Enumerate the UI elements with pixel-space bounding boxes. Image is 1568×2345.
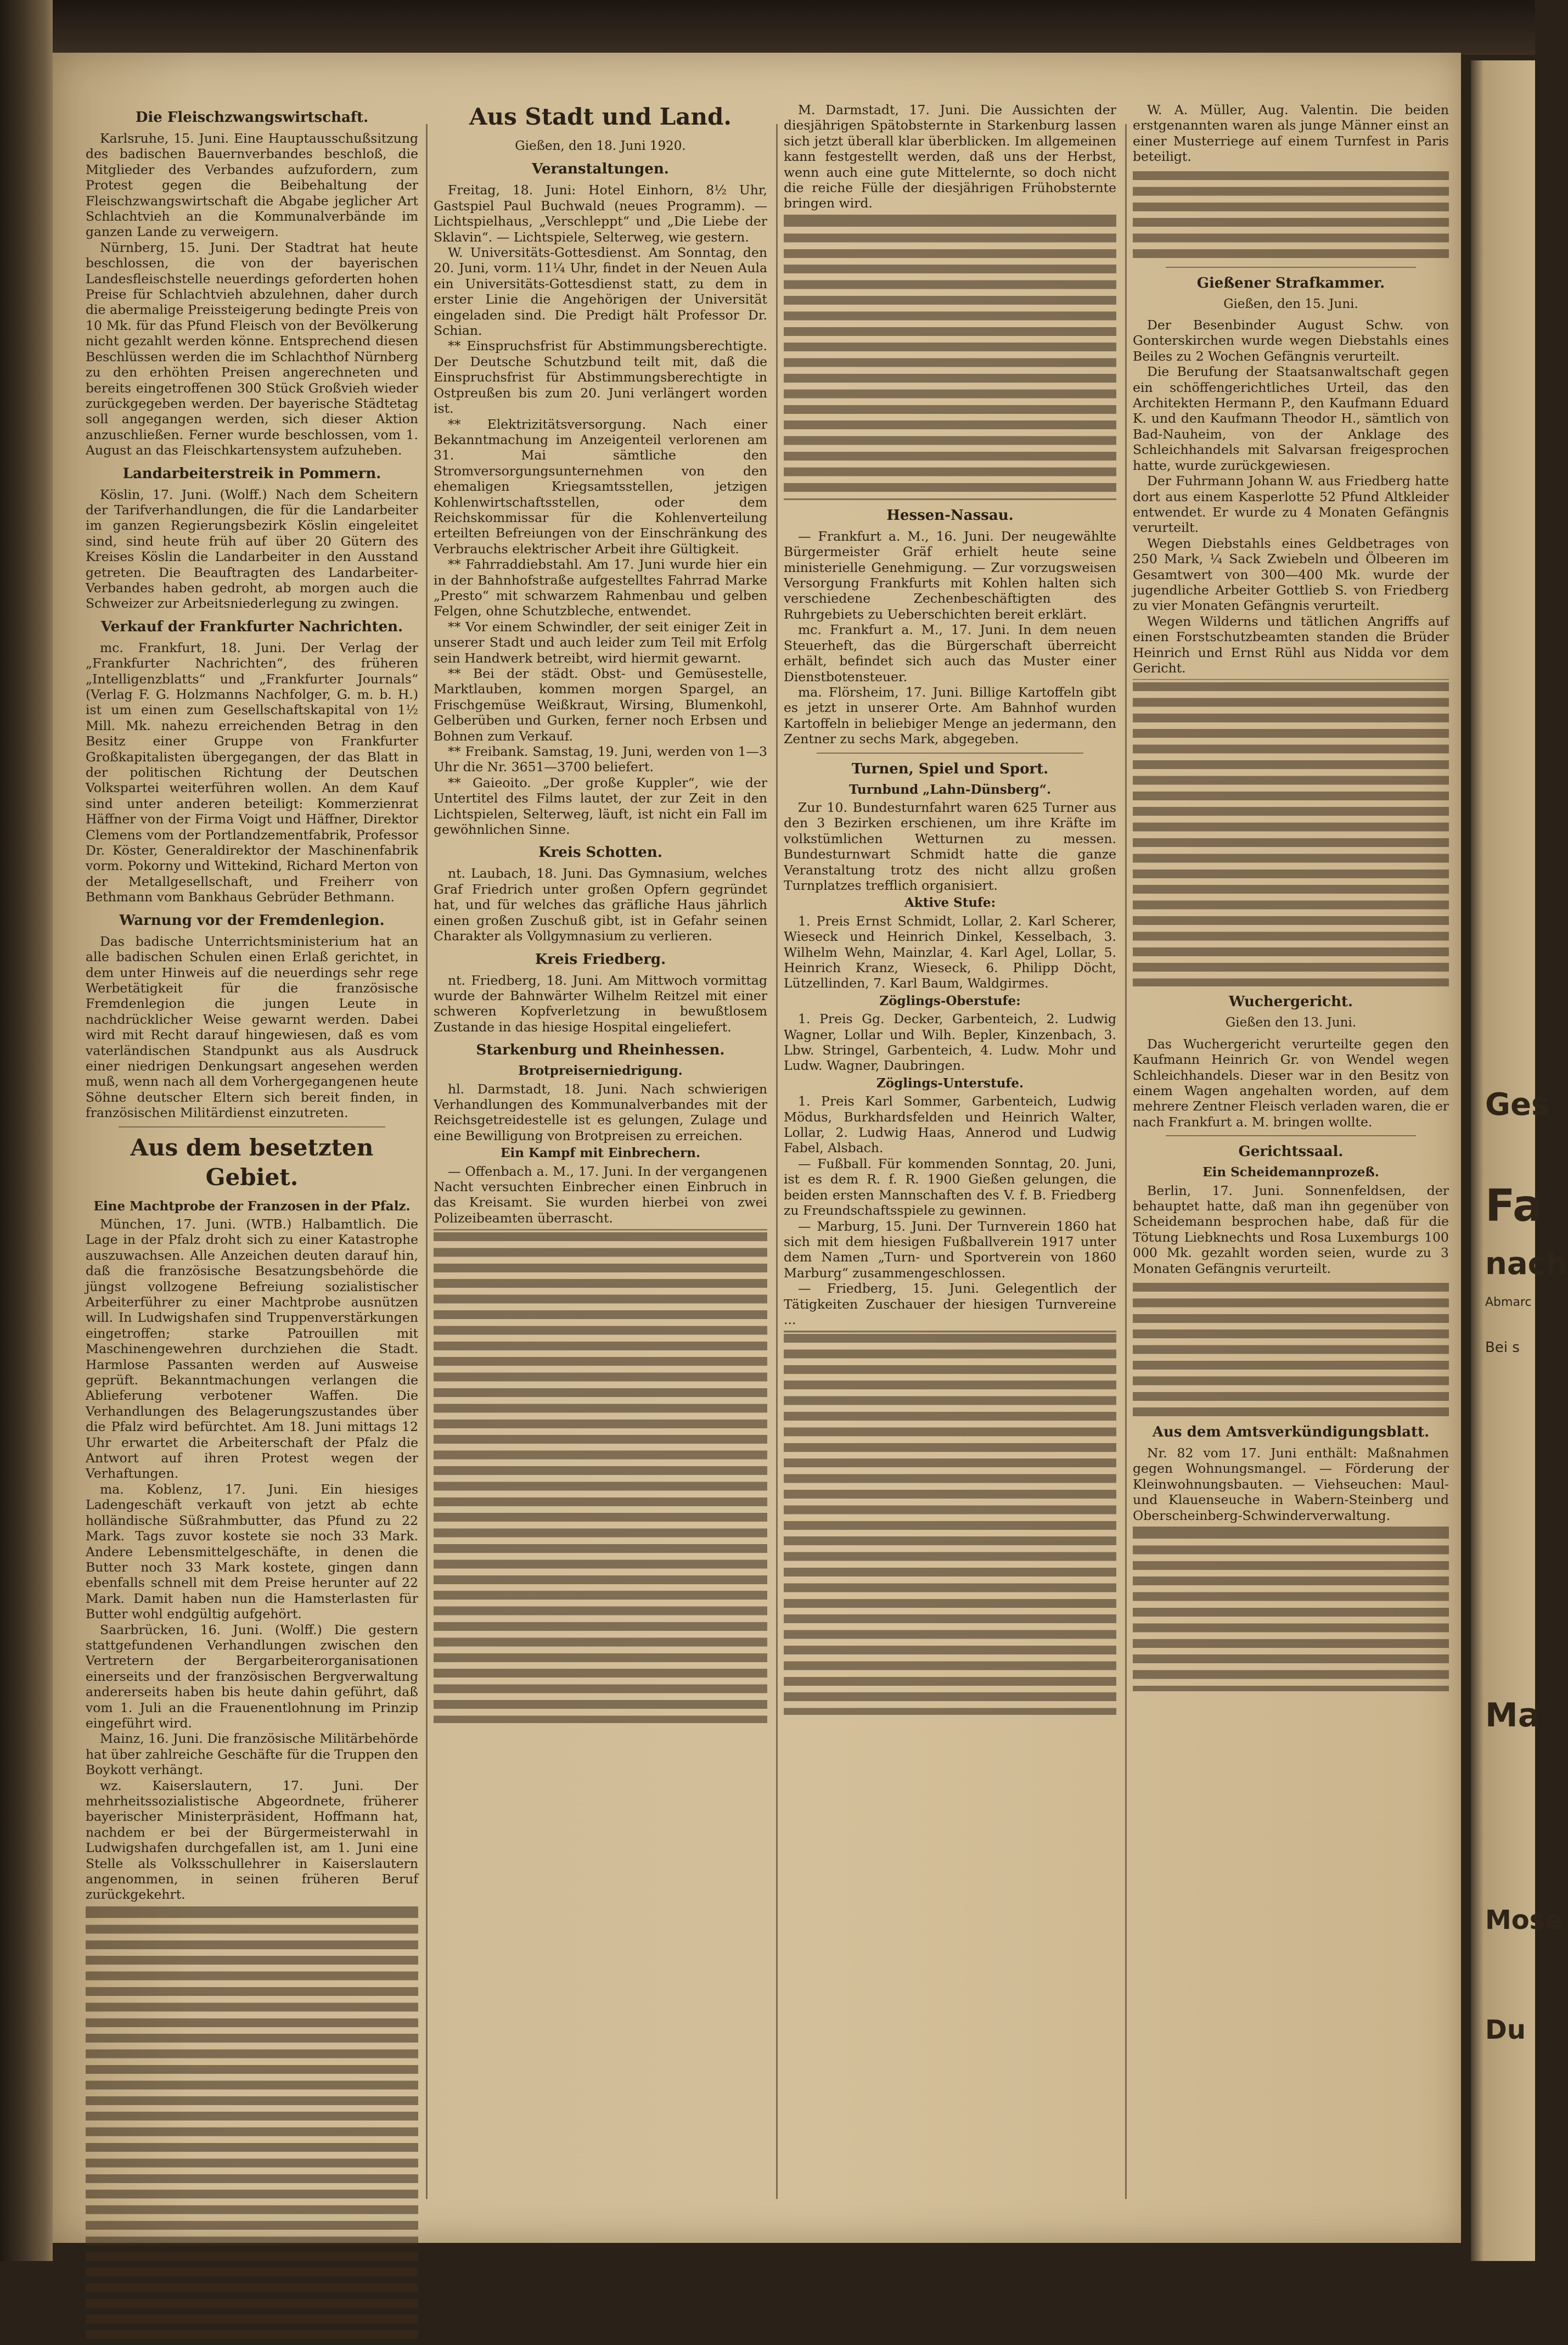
article-paragraph: ** Freibank. Samstag, 19. Juni, werden von 1—3 Uhr die Nr. 3651—3700 beliefert.: [434, 744, 767, 775]
article-subheading: Zöglings-Unterstufe.: [876, 1075, 1024, 1091]
article-paragraph: — Marburg, 15. Juni. Der Turnverein 1860 hat sich mit dem hiesigen Fußballverein 1917 unter dem Namen „Turn- und Sportverein von 1860 Marburg“ zusammengeschlossen.: [784, 1218, 1116, 1281]
article-paragraph: 1. Preis Karl Sommer, Garbenteich, Ludwig Mödus, Burkhardsfelden und Heinrich Walter, Lollar, 2. Ludwig Haas, Annerod und Ludwig Fabel, Alsbach.: [784, 1093, 1116, 1156]
article-heading-veranstaltungen: Veranstaltungen.: [532, 161, 669, 178]
illegible-text-block: [784, 1331, 1116, 1715]
ad-fragment: Mose: [1485, 1905, 1563, 1936]
article-paragraph: Zur 10. Bundesturnfahrt waren 625 Turner aus den 3 Bezirken erschienen, um ihre Kräfte im volkstümlichen Wetturnen zu messen. Bundesturnwart Schmidt hatte die ganze Veranstaltung trotz des nicht allzu großen Turnplatzes trefflich organisiert.: [784, 799, 1116, 893]
article-heading-gerichtssaal: Gerichtssaal.: [1238, 1143, 1344, 1160]
column-separator: [1166, 1135, 1416, 1136]
article-subheading: Ein Kampf mit Einbrechern.: [501, 1146, 700, 1161]
section-heading-stadt-land: Aus Stadt und Land.: [469, 103, 732, 130]
ad-fragment: nach: [1485, 1246, 1568, 1282]
column-4: [1133, 102, 1449, 2221]
article-paragraph: M. Darmstadt, 17. Juni. Die Aussichten der diesjährigen Spätobsternte in Starkenburg lassen sich jetzt überall klar überblicken. Im allgemeinen kann festgestellt werden, daß uns der Herbst, wenn auch eine gute Mittelernte, so doch nicht die reiche Fülle der diesjährigen Frühobsternte bringen wird.: [784, 102, 1116, 211]
article-paragraph: — Friedberg, 15. Juni. Gelegentlich der Tätigkeiten Zuschauer der hiesigen Turnvereine ...: [784, 1281, 1116, 1327]
article-paragraph: W. A. Müller, Aug. Valentin. Die beiden erstgenannten waren als junge Männer einst an einer Musterriege auf einem Turnfest in Paris beteiligt.: [1133, 102, 1449, 165]
ad-fragment: Fa: [1485, 1180, 1542, 1231]
article-paragraph: hl. Darmstadt, 18. Juni. Nach schwierigen Verhandlungen des Kommunalverbandes mit der Reichsgetreidestelle ist es gelungen, Zulage und eine Bewilligung von Brotpreisen zu erreichen.: [434, 1081, 767, 1143]
article-subheading: Eine Machtprobe der Franzosen in der Pfalz.: [93, 1198, 411, 1214]
article-heading-friedberg: Kreis Friedberg.: [535, 951, 666, 968]
illegible-text-block: [784, 215, 1116, 500]
article-paragraph: Wegen Wilderns und tätlichen Angriffs auf einen Forstschutzbeamten standen die Brüder Heinrich und Ernst Rühl aus Nidda vor dem Gericht.: [1133, 613, 1449, 676]
book-binding-edge: [0, 0, 53, 2261]
illegible-text-block: [1133, 679, 1449, 986]
section-heading-besetzt: Aus dem besetzten Gebiet.: [130, 1134, 374, 1191]
article-paragraph: Köslin, 17. Juni. (Wolff.) Nach dem Scheitern der Tarifverhandlungen, die für die Landarbeiter im ganzen Regierungsbezirk Köslin eingeleitet sind, sind heute früh auf über 20 Gütern des Kreises Köslin die Landarbeiter in den Ausstand getreten. Die Beauftragten des Landarbeiter-Verbandes haben gedroht, ab morgen auch die Schweizer zur Arbeitsniederlegung zu zwingen.: [86, 486, 418, 612]
article-paragraph: Karlsruhe, 15. Juni. Eine Hauptausschußsitzung des badischen Bauernverbandes beschloß, die Mitglieder des Verbandes aufzufordern, zum Protest gegen die Beibehaltung der Fleischzwangswirtschaft die Abgabe jeglicher Art Schlachtvieh an die Kommunalverbände im ganzen Lande zu verweigern.: [86, 131, 418, 240]
article-paragraph: ** Bei der städt. Obst- und Gemüsestelle, Marktlauben, kommen morgen Spargel, an Frischgemüse Weißkraut, Wirsing, Blumenkohl, Gelberüben und Gurken, ferner noch Erbsen und Bohnen zum Verkauf.: [434, 666, 767, 744]
column-rule: [1125, 124, 1127, 2199]
column-1: [86, 102, 418, 2221]
article-paragraph: — Offenbach a. M., 17. Juni. In der vergangenen Nacht versuchten Einbrecher einen Einbruch in das Kreisamt. Sie wurden hierbei von zwei Polizeibeamten überrascht.: [434, 1163, 767, 1226]
article-paragraph: ma. Koblenz, 17. Juni. Ein hiesiges Ladengeschäft verkauft von jetzt ab echte holländische Süßrahmbutter, das Pfund zu 22 Mark. Tags zuvor kostete sie noch 33 Mark. Andere Lebensmittelgeschäfte, in denen die Butter noch 33 Mark kostete, gingen dann ebenfalls schnell mit dem Preise herunter auf 22 Mark. Damit haben nun die Hamsterlasten für Butter wohl endgültig aufgehört.: [86, 1481, 418, 1622]
article-heading-strafkammer: Gießener Strafkammer.: [1196, 274, 1385, 291]
article-subheading: Brotpreiserniedrigung.: [518, 1063, 683, 1079]
facing-page-fragment: [1471, 60, 1568, 2261]
article-heading-fleisch: Die Fleischzwangswirtschaft.: [135, 109, 369, 126]
article-paragraph: ** Gaieoito. „Der große Kuppler“, wie der Untertitel des Films lautet, der zur Zeit in den Lichtspielen, Selterweg, läuft, ist nicht ein Fall im gewöhnlichen Sinne.: [434, 775, 767, 838]
ad-fragment: Ma: [1485, 1696, 1541, 1735]
article-paragraph: wz. Kaiserslautern, 17. Juni. Der mehrheitssozialistische Abgeordnete, früherer bayerischer Ministerpräsident, Hoffmann hat, nachdem er bei der Bürgermeisterwahl in Ludwigshafen durchgefallen ist, am 1. Juni eine Stelle als Volksschullehrer in Kaiserslautern angenommen, in seinen früheren Beruf zurückgekehrt.: [86, 1777, 418, 1903]
illegible-text-block: [1133, 168, 1449, 261]
article-paragraph: Berlin, 17. Juni. Sonnenfeldsen, der behauptet hatte, daß man ihn gegenüber von Scheidemann besprochen habe, daß für die Tötung Liebknechts und Rosa Luxemburgs 100 000 Mk. gezahlt worden seien, wurde zu 3 Monaten Gefängnis verurteilt.: [1133, 1182, 1449, 1276]
ad-fragment: Abmarc: [1485, 1295, 1532, 1309]
article-paragraph: nt. Friedberg, 18. Juni. Am Mittwoch vormittag wurde der Bahnwärter Wilhelm Reitzel mit einer schweren Kopfverletzung in bewußtlosem Zustande in das hiesige Hospital eingeliefert.: [434, 972, 767, 1035]
ad-fragment: Du: [1485, 2015, 1526, 2045]
article-heading-starkenburg: Starkenburg und Rheinhessen.: [476, 1042, 725, 1059]
article-heading-hessen-nassau: Hessen-Nassau.: [886, 507, 1014, 524]
column-3: [784, 102, 1116, 2221]
ad-fragment: Bei s: [1485, 1339, 1520, 1356]
article-paragraph: ** Vor einem Schwindler, der seit einiger Zeit in unserer Stadt und auch leider zum Teil mit Erfolg sein Handwerk betreibt, wird hiermit gewarnt.: [434, 619, 767, 666]
dateline: Gießen, den 15. Juni.: [1223, 296, 1358, 311]
article-heading-turnen: Turnen, Spiel und Sport.: [851, 760, 1049, 777]
article-paragraph: — Fußball. Für kommenden Sonntag, 20. Juni, ist es dem R. f. R. 1900 Gießen gelungen, die beiden ersten Mannschaften des V. f. B. Friedberg zu Freundschaftsspiele zu gewinnen.: [784, 1155, 1116, 1219]
scan-top-shadow: [53, 0, 1535, 55]
article-heading-landarbeiter: Landarbeiterstreik in Pommern.: [122, 465, 381, 482]
article-paragraph: Die Berufung der Staatsanwaltschaft gegen ein schöffengerichtliches Urteil, das den Architekten Hermann P., den Kaufmann Eduard K. und den Kaufmann Theodor H., sämtlich von Bad-Nauheim, von der Anklage des Schleichhandels mit Salvarsan freigesprochen hatte, wurde zurückgewiesen.: [1133, 364, 1449, 473]
illegible-text-block: [1133, 1527, 1449, 1691]
article-paragraph: München, 17. Juni. (WTB.) Halbamtlich. Die Lage in der Pfalz droht sich zu einer Katastrophe auszuwachsen. Alle Anzeichen deuten darauf hin, daß die französische Besatzungsbehörde die jüngst vollzogene Befreiung sozialistischer Arbeiterführer zu einer Machtprobe ausnützen will. In Ludwigshafen sind Truppenverstärkungen eingetroffen; starke Patrouillen mit Maschinengewehren durchziehen die Stadt. Harmlose Passanten werden auf Ausweise geprüft. Bekanntmachungen verlangen die Ablieferung verbotener Waffen. Die Verhandlungen des Belagerungszustandes über die Pfalz wird befürchtet. Am 18. Juni mittags 12 Uhr erwartet die Arbeiterschaft der Pfalz die Antwort auf ihren Protest wegen der Verhaftungen.: [86, 1216, 418, 1482]
article-heading-fremdenlegion: Warnung vor der Fremdenlegion.: [119, 912, 385, 929]
column-separator: [119, 1126, 385, 1127]
article-paragraph: Nürnberg, 15. Juni. Der Stadtrat hat heute beschlossen, die von der bayerischen Landesfleischstelle neuerdings geforderten hohen Preise für Schlachtvieh abzulehnen, daher durch die abermalige Preissteigerung bedingte Preis von 10 Mk. für das Pfund Fleisch von der Bevölkerung nicht gezahlt werden könne. Entsprechend diesen Beschlüssen werden die im Schlachthof Nürnberg zu den erhöhten Preisen angerechneten und bereits eingetroffenen 300 Stück Großvieh wieder zurückgegeben werden. Der bayerische Städtetag soll angegangen werden, sich dieser Aktion anzuschließen. Ferner wurde beschlossen, vom 1. August an das Fleischkartensystem aufzuheben.: [86, 239, 418, 458]
article-paragraph: W. Universitäts-Gottesdienst. Am Sonntag, den 20. Juni, vorm. 11¼ Uhr, findet in der Neuen Aula ein Universitäts-Gottesdienst statt, zu dem in erster Linie die Angehörigen der Universität eingeladen sind. Die Predigt hält Professor Dr. Schian.: [434, 245, 767, 339]
article-paragraph: Der Fuhrmann Johann W. aus Friedberg hatte dort aus einem Kasperlotte 52 Pfund Altkleider entwendet. Er wurde zu 4 Monaten Gefängnis verurteilt.: [1133, 473, 1449, 536]
column-2: [434, 102, 767, 2221]
article-paragraph: ** Elektrizitätsversorgung. Nach einer Bekanntmachung im Anzeigenteil verlorenen am 31. Mai sämtliche den Stromversorgungsunternehmen von den ehemaligen Kriegsamtsstellen, jetzigen Kohlenwirtschaftsstellen, oder dem Reichskommissar für die Kohlenverteilung erteilten Befreiungen von der Einschränkung des Verbrauchs elektrischer Arbeit ihre Gültigkeit.: [434, 416, 767, 557]
column-separator: [1166, 267, 1416, 268]
article-paragraph: mc. Frankfurt, 18. Juni. Der Verlag der „Frankfurter Nachrichten“, des früheren „Intelligenzblatts“ und „Frankfurter Journals“ (Verlag F. G. Holzmanns Nachfolger, G. m. b. H.) ist um einen zum Gesellschaftskapital von 1½ Mill. Mk. nahezu erreichenden Betrag in den Besitz einer Gruppe von Frankfurter Großkapitalisten übergegangen, der das Blatt in der politischen Richtung der Deutschen Volkspartei weiterführen wollen. An dem Kauf sind unter anderen beteiligt: Kommerzienrat Häffner von der Firma Voigt und Häffner, Direktor Clemens vom der Portlandzementfabrik, Professor Dr. Köster, Generaldirektor der Maschinenfabrik vorm. Pokorny und Wittekind, Richard Merton von der Metallgesellschaft, und Freiherr von Bethmann vom Bankhaus Gebrüder Bethmann.: [86, 639, 418, 905]
article-paragraph: mc. Frankfurt a. M., 17. Juni. In dem neuen Steuerheft, das die Bürgerschaft überreicht erhält, befindet sich auch das Muster einer Dienstbotensteuer.: [784, 622, 1116, 685]
article-paragraph: Das Wuchergericht verurteilte gegen den Kaufmann Heinrich Gr. von Wendel wegen Schleichhandels. Dieser war in den Besitz von einem Wagen angehalten worden, auf dem mehrere Zentner Fleisch verladen waren, die er nach Frankfurt a. M. bringen wollte.: [1133, 1036, 1449, 1130]
article-paragraph: 1. Preis Gg. Decker, Garbenteich, 2. Ludwig Wagner, Lollar und Wilh. Bepler, Kinzenbach, 3. Lbw. Stringel, Garbenteich, 4. Ludw. Mohr und Ludw. Wagner, Daubringen.: [784, 1011, 1116, 1074]
illegible-text-block: [434, 1229, 767, 1723]
article-paragraph: ma. Flörsheim, 17. Juni. Billige Kartoffeln gibt es jetzt in unserer Orte. Am Bahnhof wurden Kartoffeln in beliebiger Menge an jedermann, den Zentner zu sechs Mark, abgegeben.: [784, 684, 1116, 747]
article-paragraph: ** Fahrraddiebstahl. Am 17. Juni wurde hier ein in der Bahnhofstraße aufgestelltes Fahrrad Marke „Presto“ mit schwarzem Rahmenbau und gelben Felgen, ohne Schutzbleche, entwendet.: [434, 557, 767, 619]
article-paragraph: — Frankfurt a. M., 16. Juni. Der neugewählte Bürgermeister Gräf erhielt heute seine ministerielle Genehmigung. — Zur vorzugsweisen Versorgung Frankfurts mit Kohlen halten sich verschiedene Zechenbeschäftigten des Ruhrgebiets zu Ueberschichten bereit erklärt.: [784, 528, 1116, 622]
article-heading-wuchergericht: Wuchergericht.: [1228, 994, 1353, 1011]
column-rule: [776, 124, 778, 2199]
dateline: Gießen den 13. Juni.: [1225, 1016, 1357, 1030]
article-subheading: Turnbund „Lahn-Dünsberg“.: [849, 782, 1051, 797]
column-rule: [426, 124, 428, 2199]
illegible-text-block: [1133, 1280, 1449, 1417]
article-subheading: Zöglings-Oberstufe:: [879, 993, 1021, 1008]
article-paragraph: 1. Preis Ernst Schmidt, Lollar, 2. Karl Scherer, Wieseck und Heinrich Dinkel, Kesselbach, 3. Wilhelm Wehn, Mainzlar, 4. Karl Agel, Lollar, 5. Heinrich Kranz, Wieseck, 6. Philipp Döcht, Lützellinden, 7. Karl Baum, Waldgirmes.: [784, 913, 1116, 991]
article-paragraph: Mainz, 16. Juni. Die französische Militärbehörde hat über zahlreiche Geschäfte für die Truppen den Boykott verhängt.: [86, 1731, 418, 1778]
article-paragraph: Freitag, 18. Juni: Hotel Einhorn, 8½ Uhr, Gastspiel Paul Buchwald (neues Programm). — Lichtspielhaus, „Verschleppt“ und „Die Liebe der Sklavin“. — Lichtspiele, Selterweg, wie gestern.: [434, 182, 767, 245]
article-paragraph: Wegen Diebstahls eines Geldbetrages von 250 Mark, ¼ Sack Zwiebeln und Ölbeeren im Gesamtwert von 300—400 Mk. wurde der jugendliche Arbeiter Gottlieb S. von Friedberg zu vier Monaten Gefängnis verurteilt.: [1133, 535, 1449, 614]
ad-fragment: Ges: [1485, 1087, 1550, 1123]
article-subheading: Ein Scheidemannprozeß.: [1202, 1165, 1379, 1180]
article-heading-amtsverkuendigung: Aus dem Amtsverkündigungsblatt.: [1152, 1424, 1430, 1441]
article-subheading: Aktive Stufe:: [904, 895, 996, 911]
illegible-text-block: [86, 1906, 418, 2345]
article-paragraph: nt. Laubach, 18. Juni. Das Gymnasium, welches Graf Friedrich unter großen Opfern gegründet hat, und für welches das gräfliche Haus jährlich einen großen Zuschuß gibt, ist in Gefahr seinen Charakter als Vollgymnasium zu verlieren.: [434, 866, 767, 944]
column-separator: [817, 753, 1083, 754]
article-paragraph: ** Einspruchsfrist für Abstimmungsberechtigte. Der Deutsche Schutzbund teilt mit, daß die Einspruchsfrist für Abstimmungsberechtigte in Ostpreußen bis zum 20. Juni verlängert worden ist.: [434, 338, 767, 417]
newspaper-page: [53, 53, 1461, 2243]
article-heading-verkauf: Verkauf der Frankfurter Nachrichten.: [100, 618, 403, 635]
article-heading-schotten: Kreis Schotten.: [538, 844, 662, 861]
article-paragraph: Nr. 82 vom 17. Juni enthält: Maßnahmen gegen Wohnungsmangel. — Förderung der Kleinwohnungsbauten. — Viehseuchen: Maul- und Klauenseuche in Wabern-Steinberg und Oberscheinberg-Schwinderverwaltung.: [1133, 1445, 1449, 1523]
article-paragraph: Das badische Unterrichtsministerium hat an alle badischen Schulen einen Erlaß gerichtet, in dem unter Hinweis auf die neuerdings sehr rege Werbetätigkeit für die französische Fremdenlegion die jungen Leute in nachdrücklicher Weise gewarnt werden. Dabei wird mit Recht darauf hingewiesen, daß es vom vaterländischen Standpunkt aus als Ausdruck einer niedrigen Denkungsart angesehen werden muß, wenn nach all dem Vorhergegangenen heute Söhne deutscher Eltern sich bereit finden, in französischen Militärdienst einzutreten.: [86, 933, 418, 1121]
article-paragraph: Der Besenbinder August Schw. von Gonterskirchen wurde wegen Diebstahls eines Beiles zu 2 Wochen Gefängnis verurteilt.: [1133, 317, 1449, 364]
dateline: Gießen, den 18. Juni 1920.: [515, 139, 686, 153]
article-paragraph: Saarbrücken, 16. Juni. (Wolff.) Die gestern stattgefundenen Verhandlungen zwischen den Vertretern der Bergarbeiterorganisationen einerseits und der französischen Bergverwaltung andererseits haben bis heute dahin geführt, daß vom 1. Juli an die Frauenentlohnung im Prinzip eingeführt wird.: [86, 1622, 418, 1731]
